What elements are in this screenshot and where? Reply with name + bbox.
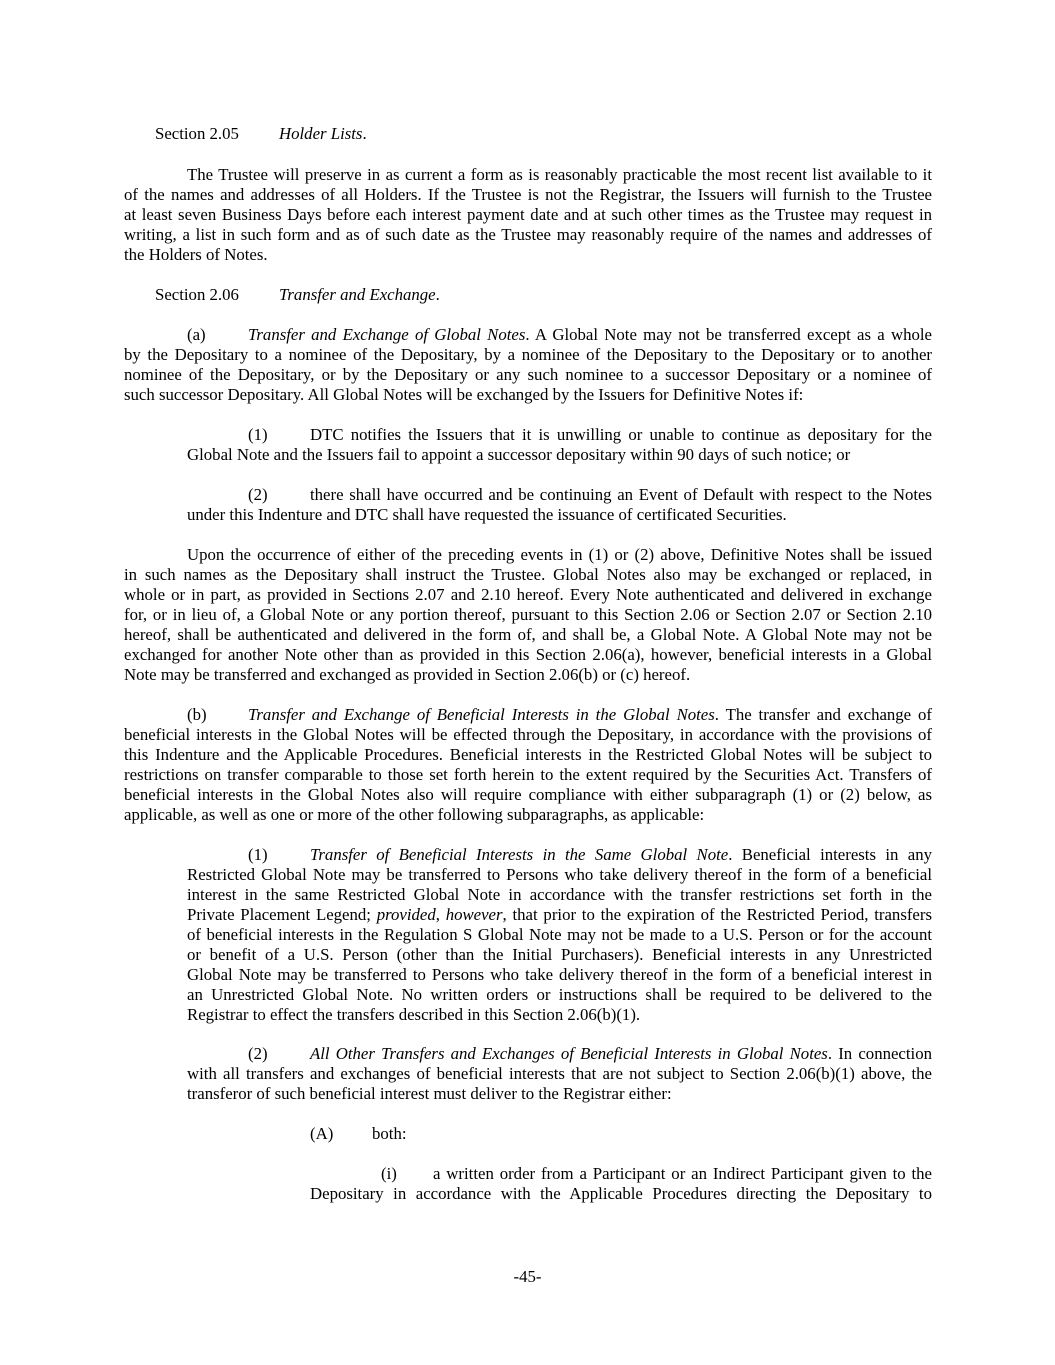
paragraph-line: applicable, as well as one or more of the other following subparagraphs, as applicable: (124, 805, 705, 824)
paragraph-line: Registrar to effect the transfers described in this Section 2.06(b)(1). (187, 1005, 641, 1024)
paragraph-line (187, 425, 932, 445)
paragraph-line: Note may be transferred and exchanged as provided in Section 2.06(b) or (c) hereof. (124, 665, 691, 684)
section-title-wrap (279, 124, 932, 144)
clause-label: (A) (310, 1124, 334, 1143)
clause-label: (1) (248, 425, 268, 444)
paragraph-line: Upon the occurrence of either of the preceding events in (1) or (2) above, Definitive Notes shall be issued (187, 545, 932, 564)
clause-title: All Other Transfers and Exchanges of Beneficial Interests in Global Notes (310, 1044, 828, 1063)
section-title: Holder Lists (279, 124, 363, 143)
paragraph-line: of the names and addresses of all Holders. If the Trustee is not the Registrar, the Issuers will furnish to the Trustee (124, 185, 932, 204)
clause-label: (2) (248, 1044, 268, 1063)
paragraph-line (187, 845, 932, 865)
clause-text: . The transfer and exchange of (714, 705, 932, 724)
clause-title: Transfer and Exchange of Global Notes (248, 325, 526, 344)
heading-line (124, 285, 932, 305)
paragraph-line (187, 485, 932, 505)
clause-label: (2) (248, 485, 268, 504)
paragraph-line: in such names as the Depositary shall instruct the Trustee. Global Notes also may be exchanged or replaced, in (124, 565, 932, 584)
clause-label: (b) (187, 705, 207, 724)
paragraph-line: under this Indenture and DTC shall have requested the issuance of certificated Securities. (187, 505, 787, 524)
paragraph-line: beneficial interests in the Global Notes will be effected through the Depositary, in accordance with the provisions of (124, 725, 932, 744)
section-title-period: . (362, 124, 367, 143)
section-2-05-heading (124, 124, 932, 144)
paragraph-line (310, 1164, 932, 1184)
clause-first-line (248, 705, 932, 725)
page-number: -45- (513, 1267, 542, 1286)
paragraph-line: for, or in lieu of, a Global Note or any portion thereof, pursuant to this Section 2.06 or Section 2.07 or Section 2.10 (124, 605, 932, 624)
clause-a-2-paragraph (187, 485, 932, 525)
clause-title: Transfer of Beneficial Interests in the Same Global Note (310, 845, 729, 864)
paragraph-line: such successor Depositary. All Global Notes will be exchanged by the Issuers for Definitive Notes if: (124, 385, 804, 404)
clause-a-paragraph (124, 325, 932, 405)
clause-b-2-A-paragraph (310, 1124, 932, 1144)
paragraph-line: by the Depositary to a nominee of the Depositary, by a nominee of the Depositary to the Depositary or to another (124, 345, 932, 364)
paragraph-line: hereof, shall be authenticated and delivered in the form of, and shall be, a Global Note. A Global Note may not be (124, 625, 932, 644)
paragraph-line: beneficial interests in the Global Notes also will require compliance with either subparagraph (1) or (2) below, as (124, 785, 932, 804)
clause-label: (i) (381, 1164, 397, 1183)
paragraph-line (124, 325, 932, 345)
clause-title: Transfer and Exchange of Beneficial Interests in the Global Notes (248, 705, 715, 724)
holder-lists-paragraph (124, 165, 932, 265)
paragraph-line: nominee of the Depositary, or by the Depositary or any such nominee to a successor Depositary or a nominee of (124, 365, 932, 384)
paragraph-line: interest in the same Restricted Global Note in accordance with the transfer restrictions set forth in the (187, 885, 932, 904)
paragraph-line: the Holders of Notes. (124, 245, 268, 264)
heading-line (124, 124, 932, 144)
section-title-wrap (279, 285, 932, 305)
paragraph-line: whole or in part, as provided in Sections 2.07 and 2.10 hereof. Every Note authenticated and delivered in exchange (124, 585, 932, 604)
paragraph-line: Global Note and the Issuers fail to appoint a successor depositary within 90 days of such notice; or (187, 445, 851, 464)
clause-label: (1) (248, 845, 268, 864)
section-number: Section 2.06 (155, 285, 239, 304)
paragraph-line: at least seven Business Days before each interest payment date and at such other times as the Trustee may request in (124, 205, 932, 224)
clause-text: . In connection (827, 1044, 932, 1063)
clause-text: there shall have occurred and be continuing an Event of Default with respect to the Notes (310, 485, 932, 504)
paragraph-line: this Indenture and the Applicable Procedures. Beneficial interests in the Restricted Global Notes will be subject to (124, 745, 932, 764)
proviso-line (187, 905, 932, 925)
paragraph-line: of beneficial interests in the Regulation S Global Note may not be made to a U.S. Person or for the account (187, 925, 932, 944)
paragraph-line: transferor of such beneficial interest must deliver to the Registrar either: (187, 1084, 672, 1103)
paragraph-line: writing, a list in such form and as of such date as the Trustee may reasonably require of the names and addresses of (124, 225, 932, 244)
clause-label: (a) (187, 325, 206, 344)
section-title: Transfer and Exchange (279, 285, 436, 304)
upon-occurrence-paragraph (124, 545, 932, 685)
section-number: Section 2.05 (155, 124, 239, 143)
paragraph-line: Restricted Global Note may be transferred to Persons who take delivery thereof in the form of a beneficial (187, 865, 932, 884)
clause-b-paragraph (124, 705, 932, 825)
clause-text: a written order from a Participant or an Indirect Participant given to the (433, 1164, 932, 1183)
clause-b-2-paragraph (187, 1044, 932, 1104)
proviso-lead-text: Private Placement Legend; (187, 905, 377, 924)
paragraph-line (310, 1124, 932, 1144)
clause-first-line (248, 325, 932, 345)
proviso-comma: , (435, 905, 446, 924)
paragraph-line: Depositary in accordance with the Applicable Procedures directing the Depositary to (310, 1184, 932, 1203)
section-title-period: . (435, 285, 440, 304)
paragraph-line: Global Note may be transferred to Persons who take delivery thereof in the form of a beneficial interest in (187, 965, 932, 984)
paragraph-line: or benefit of a U.S. Person (other than the Initial Purchasers). Beneficial interests in any Unrestricted (187, 945, 932, 964)
paragraph-line: The Trustee will preserve in as current a form as is reasonably practicable the most recent list available to it (187, 165, 932, 184)
clause-b-1-paragraph (187, 845, 932, 1025)
paragraph-line (187, 1044, 932, 1064)
clause-first-line (310, 845, 932, 865)
paragraph-line: an Unrestricted Global Note. No written orders or instructions shall be required to be delivered to the (187, 985, 932, 1004)
paragraph-line (124, 705, 932, 725)
clause-first-line (310, 1044, 932, 1064)
clause-text: . A Global Note may not be transferred except as a whole (525, 325, 933, 344)
paragraph-line: restrictions on transfer comparable to those set forth herein to the extent required by the Securities Act. Transfers of (124, 765, 932, 784)
proviso-term-provided: provided (376, 905, 436, 924)
proviso-trailing-text: , that prior to the expiration of the Restricted Period, transfers (502, 905, 933, 924)
paragraph-line: exchanged for another Note other than as provided in this Section 2.06(a), however, beneficial interests in a Global (124, 645, 932, 664)
clause-b-2-A-i-paragraph (310, 1164, 932, 1204)
paragraph-line: with all transfers and exchanges of beneficial interests that are not subject to Section 2.06(b)(1) above, the (187, 1064, 932, 1083)
section-2-06-heading (124, 285, 932, 305)
proviso-term-however: however (445, 905, 503, 924)
clause-text: both: (372, 1124, 407, 1143)
clause-text: . Beneficial interests in any (728, 845, 932, 864)
clause-text: DTC notifies the Issuers that it is unwilling or unable to continue as depositary for the (310, 425, 932, 444)
clause-a-1-paragraph (187, 425, 932, 465)
